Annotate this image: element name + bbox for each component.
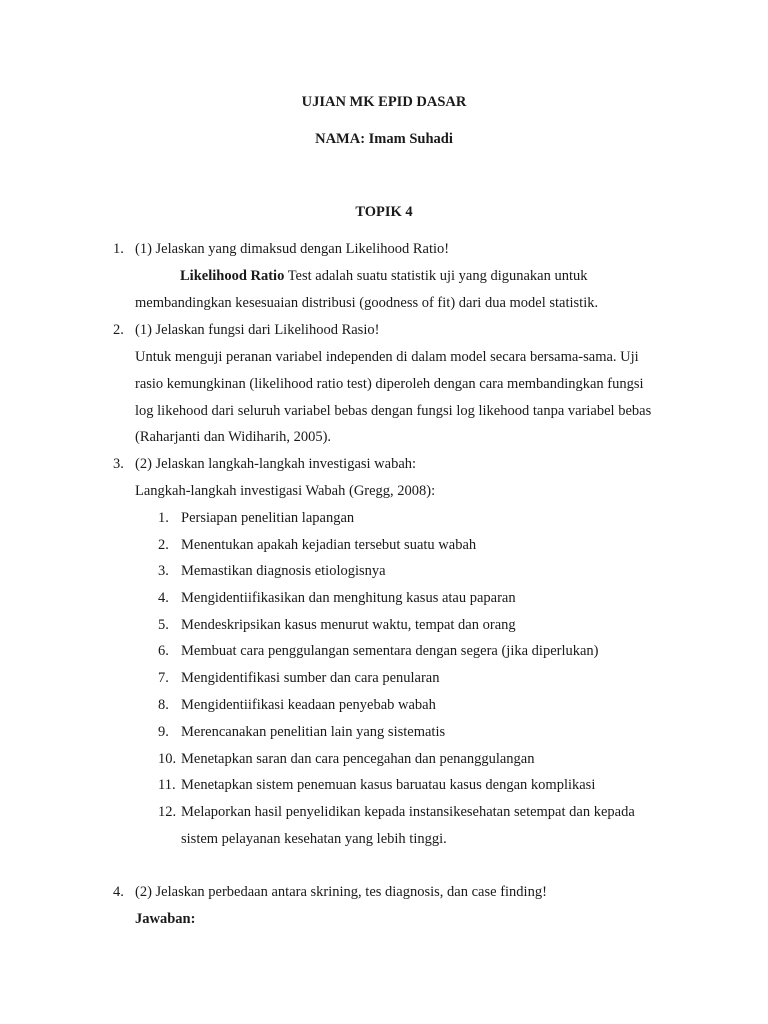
step-text: Menetapkan saran dan cara pencegahan dan penanggulangan [181, 751, 535, 767]
answer-label: Jawaban: [135, 911, 196, 927]
step-number: 8. [158, 697, 169, 713]
answer-intro: Langkah-langkah investigasi Wabah (Gregg, 2008): [135, 483, 436, 499]
step-text: Melaporkan hasil penyelidikan kepada instansikesehatan setempat dan kepada [181, 804, 635, 820]
step-text: Mengidentiifikasi keadaan penyebab wabah [181, 697, 436, 713]
item-number: 3. [113, 456, 124, 472]
step-number: 2. [158, 537, 169, 553]
answer-term: Likelihood Ratio [180, 268, 285, 284]
answer-text: rasio kemungkinan (likelihood ratio test) diperoleh dengan cara membandingkan fungsi [135, 376, 644, 392]
step-text: Persiapan penelitian lapangan [181, 510, 355, 526]
step-text: Menetapkan sistem penemuan kasus baruatau kasus dengan komplikasi [181, 777, 596, 793]
answer-text [180, 267, 588, 285]
step-number: 11. [158, 777, 176, 793]
step-text: Mengidentifikasi sumber dan cara penularan [181, 670, 440, 686]
question-text: (1) Jelaskan yang dimaksud dengan Likelihood Ratio! [135, 241, 450, 257]
step-text: Membuat cara penggulangan sementara dengan segera (jika diperlukan) [181, 643, 599, 659]
question-text: (2) Jelaskan perbedaan antara skrining, tes diagnosis, dan case finding! [135, 884, 547, 900]
answer-text: membandingkan kesesuaian distribusi (goodness of fit) dari dua model statistik. [135, 295, 599, 311]
topic-heading: TOPIK 4 [355, 204, 413, 220]
step-number: 7. [158, 670, 169, 686]
step-text: Merencanakan penelitian lain yang sistematis [181, 724, 446, 740]
step-number: 5. [158, 617, 169, 633]
step-text: Mendeskripsikan kasus menurut waktu, tempat dan orang [181, 617, 516, 633]
item-number: 4. [113, 884, 124, 900]
answer-text: (Raharjanti dan Widiharih, 2005). [135, 429, 332, 445]
step-number: 4. [158, 590, 169, 606]
answer-text: Untuk menguji peranan variabel independen di dalam model secara bersama-sama. Uji [135, 349, 639, 365]
answer-text-rest: Test adalah suatu statistik uji yang digunakan untuk [284, 268, 588, 284]
step-number: 6. [158, 643, 169, 659]
step-text: Menentukan apakah kejadian tersebut suatu wabah [181, 537, 477, 553]
question-text: (1) Jelaskan fungsi dari Likelihood Rasio! [135, 322, 380, 338]
step-number: 9. [158, 724, 169, 740]
step-text: Memastikan diagnosis etiologisnya [181, 563, 386, 579]
student-name: NAMA: Imam Suhadi [315, 131, 453, 147]
step-text: Mengidentiifikasikan dan menghitung kasus atau paparan [181, 590, 516, 606]
item-number: 2. [113, 322, 124, 338]
step-number: 10. [158, 751, 177, 767]
answer-text: log likehood dari seluruh variabel bebas dengan fungsi log likehood tanpa variabel bebas [135, 403, 652, 419]
step-number: 1. [158, 510, 169, 526]
question-text: (2) Jelaskan langkah-langkah investigasi wabah: [135, 456, 417, 472]
step-text: sistem pelayanan kesehatan yang lebih tinggi. [181, 831, 447, 847]
exam-title: UJIAN MK EPID DASAR [301, 94, 467, 110]
step-number: 3. [158, 563, 169, 579]
item-number: 1. [113, 241, 124, 257]
step-number: 12. [158, 804, 177, 820]
